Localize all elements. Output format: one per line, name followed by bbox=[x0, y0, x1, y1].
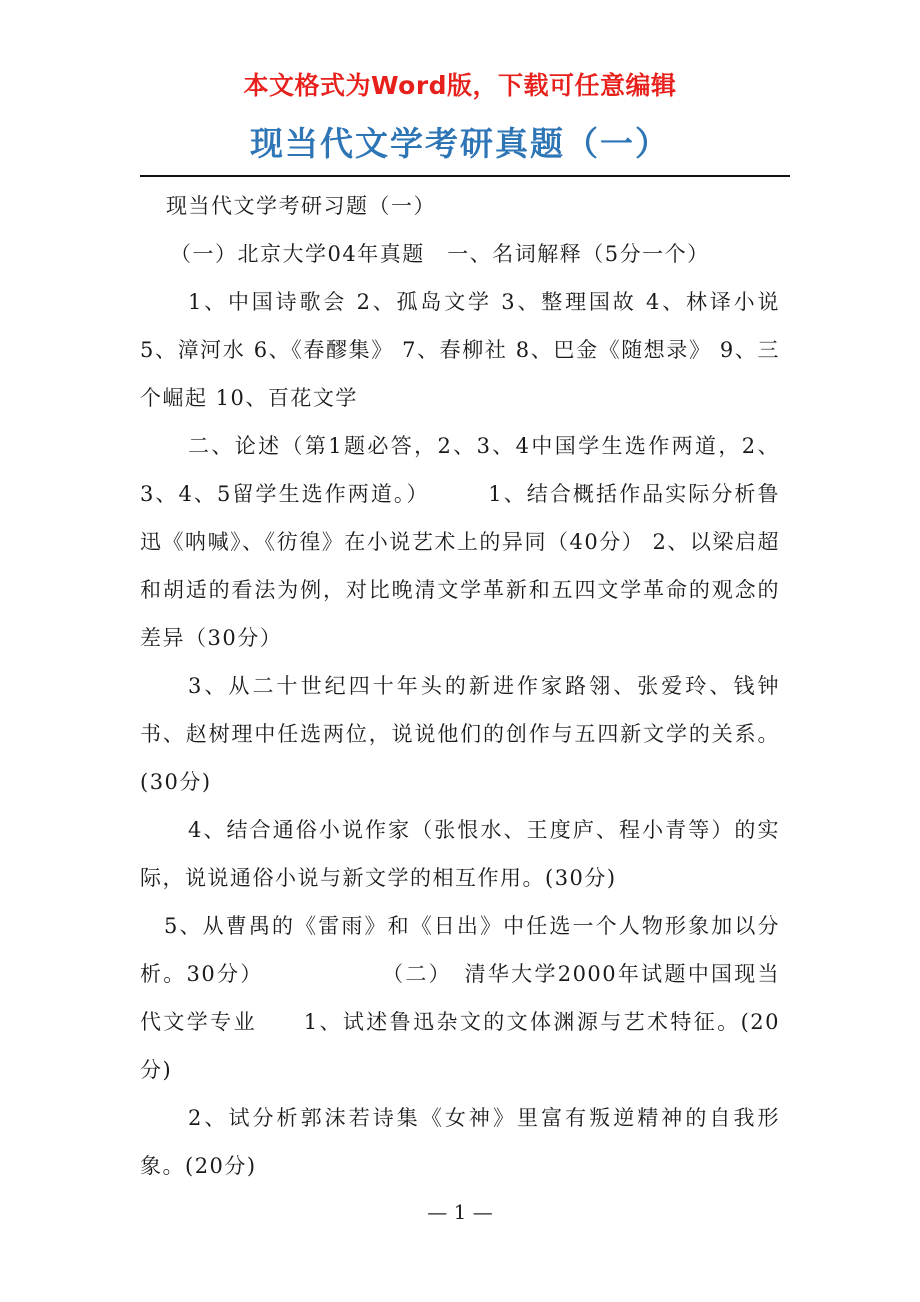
document-title: 现当代文学考研真题（一） bbox=[250, 124, 670, 163]
body-paragraph: 4、结合通俗小说作家（张恨水、王度庐、程小青等）的实际，说说通俗小说与新文学的相互作用。(30分) bbox=[140, 818, 780, 890]
body-paragraph: （一）北京大学04年真题 一、名词解释（5分一个） bbox=[170, 242, 710, 266]
body-paragraph: 1、中国诗歌会 2、孤岛文学 3、整理国故 4、林译小说 5、漳河水 6、《春醪集》 7、春柳社 8、巴金《随想录》 9、三个崛起 10、百花文学 bbox=[140, 290, 780, 410]
download-notice-banner: 本文格式为Word版，下载可任意编辑 bbox=[243, 71, 677, 100]
body-paragraph: 3、从二十世纪四十年头的新进作家路翎、张爱玲、钱钟书、赵树理中任选两位，说说他们的创作与五四新文学的关系。(30分) bbox=[140, 674, 780, 794]
body-paragraph: 二、论述（第1题必答，2、3、4中国学生选作两道，2、3、4、5留学生选作两道。） 1、结合概括作品实际分析鲁迅《呐喊》、《彷徨》在小说艺术上的异同（40分） 2、以梁启超和胡适的看法为例，对比晚清文学革新和五四文学革命的观念的差异（30分） bbox=[140, 434, 780, 650]
title-divider bbox=[140, 175, 790, 177]
body-paragraph: 5、从曹禺的《雷雨》和《日出》中任选一个人物形象加以分析。30分） （二） 清华大学2000年试题中国现当代文学专业 1、试述鲁迅杂文的文体渊源与艺术特征。(20分) bbox=[140, 914, 780, 1082]
body-paragraph: 现当代文学考研习题（一） bbox=[166, 194, 436, 218]
body-paragraph: 2、试分析郭沫若诗集《女神》里富有叛逆精神的自我形象。(20分) bbox=[140, 1106, 780, 1178]
page-number: — 1 — bbox=[427, 1200, 493, 1224]
document-body bbox=[140, 182, 780, 1190]
